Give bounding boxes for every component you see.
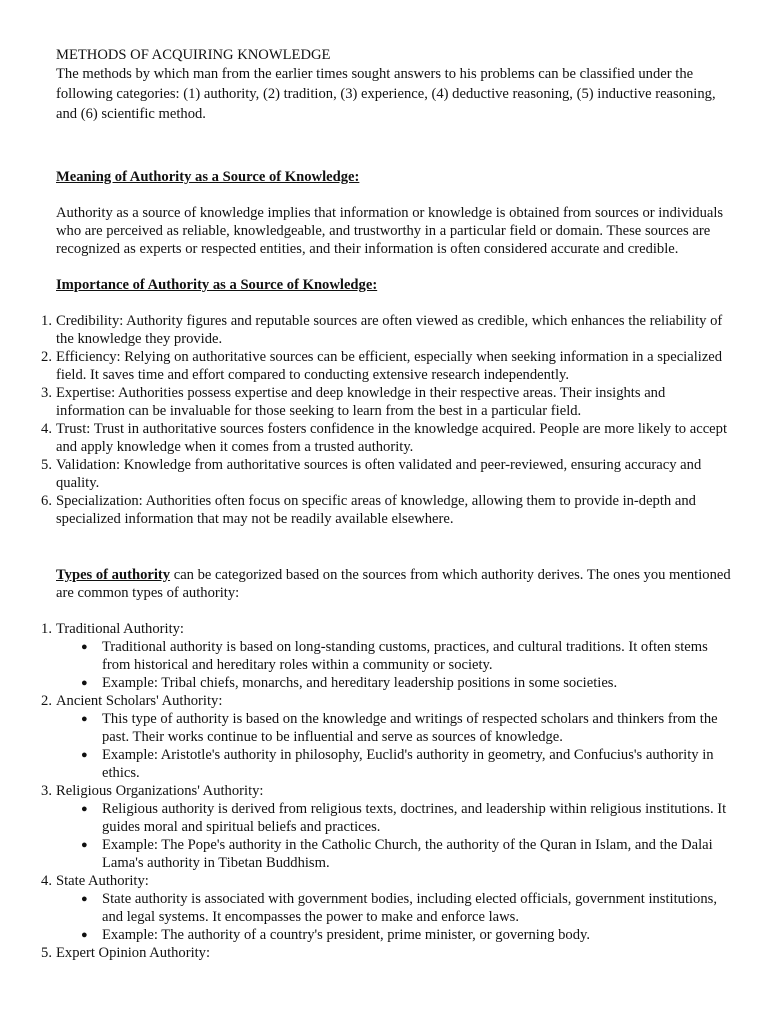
bullet-icon: ● [81,893,88,905]
bullet-item [81,800,732,836]
list-number: 4. [41,421,52,437]
bullet-item [81,926,732,944]
bullet-item [81,746,732,782]
types-list [41,620,732,962]
bullet-item [81,638,732,674]
bullet-text: State authority is associated with government bodies, including elected officials, government institutions, and legal systems. It encompasses the power to make and enforce laws. [102,891,717,925]
list-item-text: Validation: Knowledge from authoritative sources is often validated and peer-reviewed, ensuring accuracy and quality. [56,457,702,491]
type-label: State Authority: [56,873,149,889]
importance-heading: Importance of Authority as a Source of Knowledge: [56,277,378,293]
list-item-text: Specialization: Authorities often focus on specific areas of knowledge, allowing them to provide in-depth and specialized information that may not be readily available elsewhere. [56,493,696,527]
list-item [41,384,732,420]
type-bullets [56,890,732,944]
bullet-text: Example: Aristotle's authority in philosophy, Euclid's authority in geometry, and Confucius's authority in ethics. [102,747,714,781]
type-label: Religious Organizations' Authority: [56,783,264,799]
bullet-item [81,890,732,926]
document-title: METHODS OF ACQUIRING KNOWLEDGE [56,47,331,63]
list-number: 2. [41,349,52,365]
list-item [41,456,732,492]
list-number: 2. [41,693,52,709]
list-number: 5. [41,945,52,961]
intro-paragraph: The methods by which man from the earlier times sought answers to his problems can be classified under the following categories: (1) authority, (2) tradition, (3) experience, (4) deductive reasoning, (5) inductive reasoning, and (6) scientific method. [56,66,716,122]
list-item-text: Efficiency: Relying on authoritative sources can be efficient, especially when seeking information in a specialized field. It saves time and effort compared to conducting extensive research independently. [56,349,723,383]
meaning-heading: Meaning of Authority as a Source of Knowledge: [56,169,360,185]
bullet-text: Religious authority is derived from religious texts, doctrines, and leadership within religious institutions. It guides moral and spiritual beliefs and practices. [102,801,727,835]
list-item-text: Trust: Trust in authoritative sources fosters confidence in the knowledge acquired. People are more likely to accept and apply knowledge when it comes from a trusted authority. [56,421,728,455]
type-label: Traditional Authority: [56,621,184,637]
types-lead: Types of authority [56,567,171,583]
list-item [41,348,732,384]
type-label: Ancient Scholars' Authority: [56,693,223,709]
list-number: 3. [41,783,52,799]
type-bullets [56,710,732,782]
list-item [41,944,732,962]
bullet-icon: ● [81,839,88,851]
bullet-icon: ● [81,749,88,761]
list-number: 1. [41,313,52,329]
bullet-text: Example: The authority of a country's president, prime minister, or governing body. [102,927,590,943]
list-number: 5. [41,457,52,473]
bullet-text: This type of authority is based on the knowledge and writings of respected scholars and thinkers from the past. Their works continue to be influential and serve as sources of knowledge. [102,711,718,745]
type-label: Expert Opinion Authority: [56,945,211,961]
list-item [41,872,732,944]
list-item-text: Expertise: Authorities possess expertise and deep knowledge in their respective areas. Their insights and information can be invaluable for those seeking to learn from the best in a particular field. [56,385,666,419]
list-number: 4. [41,873,52,889]
list-item-text: Credibility: Authority figures and reputable sources are often viewed as credible, which enhances the reliability of the knowledge they provide. [56,313,723,347]
bullet-icon: ● [81,641,88,653]
bullet-item [81,674,732,692]
list-item [41,420,732,456]
list-number: 1. [41,621,52,637]
type-bullets [56,800,732,872]
bullet-text: Example: The Pope's authority in the Catholic Church, the authority of the Quran in Islam, and the Dalai Lama's authority in Tibetan Buddhism. [102,837,713,871]
list-item [41,692,732,782]
bullet-icon: ● [81,677,88,689]
type-bullets [56,638,732,692]
list-number: 3. [41,385,52,401]
list-item [41,620,732,692]
bullet-icon: ● [81,713,88,725]
list-item [41,312,732,348]
bullet-icon: ● [81,803,88,815]
list-number: 6. [41,493,52,509]
importance-list [41,312,732,528]
bullet-item [81,710,732,746]
bullet-text: Example: Tribal chiefs, monarchs, and hereditary leadership positions in some societies. [102,675,618,691]
list-item [41,782,732,872]
bullet-text: Traditional authority is based on long-standing customs, practices, and cultural traditions. It often stems from historical and hereditary roles within a community or society. [102,639,708,673]
types-rest: can be categorized based on the sources from which authority derives. The ones you mentioned are common types of authority: [56,567,731,601]
bullet-icon: ● [81,929,88,941]
types-paragraph [56,566,732,602]
meaning-paragraph: Authority as a source of knowledge implies that information or knowledge is obtained from sources or individuals who are perceived as reliable, knowledgeable, and trustworthy in a particular field or domain. These sources are recognized as experts or respected entities, and their information is often considered accurate and credible. [56,205,724,257]
bullet-item [81,836,732,872]
list-item [41,492,732,528]
